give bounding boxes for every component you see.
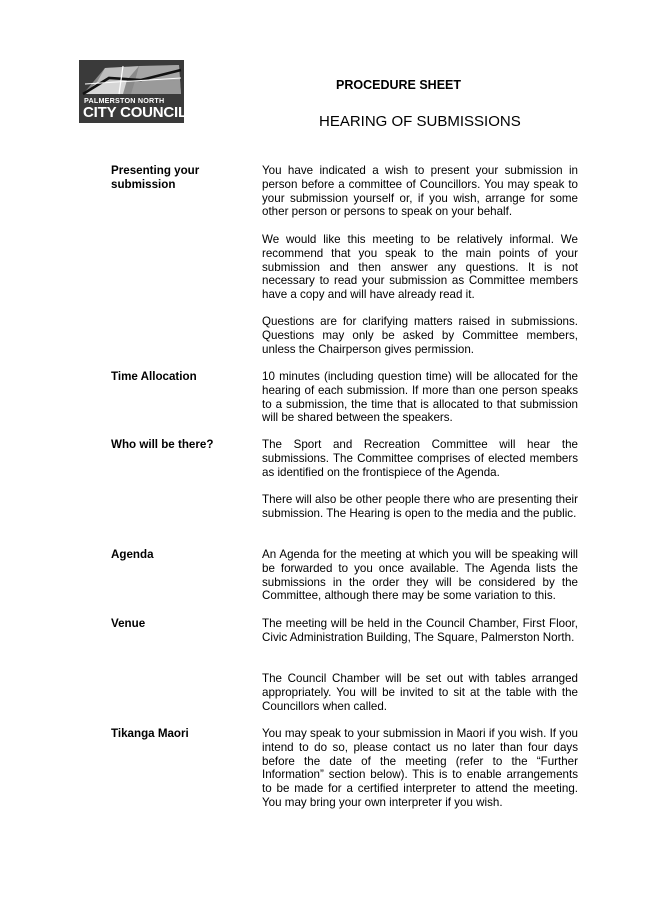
who-paragraph-2: There will also be other people there who are presenting their submission. The Hearing is open to the media and the public. <box>262 493 578 520</box>
section-label-tikanga-maori: Tikanga Maori <box>111 727 189 740</box>
council-map-graphic <box>79 60 184 98</box>
section-label-venue: Venue <box>111 617 146 630</box>
logo-line-1: PALMERSTON NORTH <box>84 96 165 105</box>
venue-paragraph-1: The meeting will be held in the Council Chamber, First Floor, Civic Administration Building, The Square, Palmerston North. <box>262 617 578 644</box>
section-label-time-allocation: Time Allocation <box>111 370 197 383</box>
venue-paragraph-2: The Council Chamber will be set out with tables arranged appropriately. You will be invited to sit at the table with the Councillors when called. <box>262 672 578 713</box>
page-title: PROCEDURE SHEET <box>336 78 462 92</box>
section-label-presenting: Presenting your submission <box>111 164 200 191</box>
who-paragraph-1: The Sport and Recreation Committee will hear the submissions. The Committee comprises of elected members as identified on the frontispiece of the Agenda. <box>262 438 578 479</box>
time-allocation-paragraph: 10 minutes (including question time) will be allocated for the hearing of each submission. If more than one person speaks to a submission, the time that is allocated to that submission will be shared between the speakers. <box>262 370 578 425</box>
council-logo <box>79 60 187 123</box>
presenting-paragraph-1: You have indicated a wish to present your submission in person before a committee of Councillors. You may speak to your submission yourself or, if you wish, arrange for some other person or persons to speak on your behalf. <box>262 164 578 219</box>
logo-line-2: CITY COUNCIL <box>83 104 187 121</box>
tikanga-maori-paragraph: You may speak to your submission in Maori if you wish. If you intend to do so, please contact us no later than four days before the date of the meeting (refer to the “Further Information” section below). This is to enable arrangements to be made for a certified interpreter to attend the meeting. You may bring your own interpreter if you wish. <box>262 727 578 809</box>
section-label-agenda: Agenda <box>111 548 154 561</box>
page-subtitle: HEARING OF SUBMISSIONS <box>319 113 521 130</box>
agenda-paragraph: An Agenda for the meeting at which you will be speaking will be forwarded to you once available. The Agenda lists the submissions in the order they will be considered by the Committee, although there may be some variation to this. <box>262 548 578 603</box>
section-label-who: Who will be there? <box>111 438 214 451</box>
presenting-paragraph-3: Questions are for clarifying matters raised in submissions. Questions may only be asked by Committee members, unless the Chairperson gives permission. <box>262 315 578 356</box>
presenting-paragraph-2: We would like this meeting to be relatively informal. We recommend that you speak to the main points of your submission and then answer any questions. It is not necessary to read your submission as Committee members have a copy and will have already read it. <box>262 233 578 302</box>
